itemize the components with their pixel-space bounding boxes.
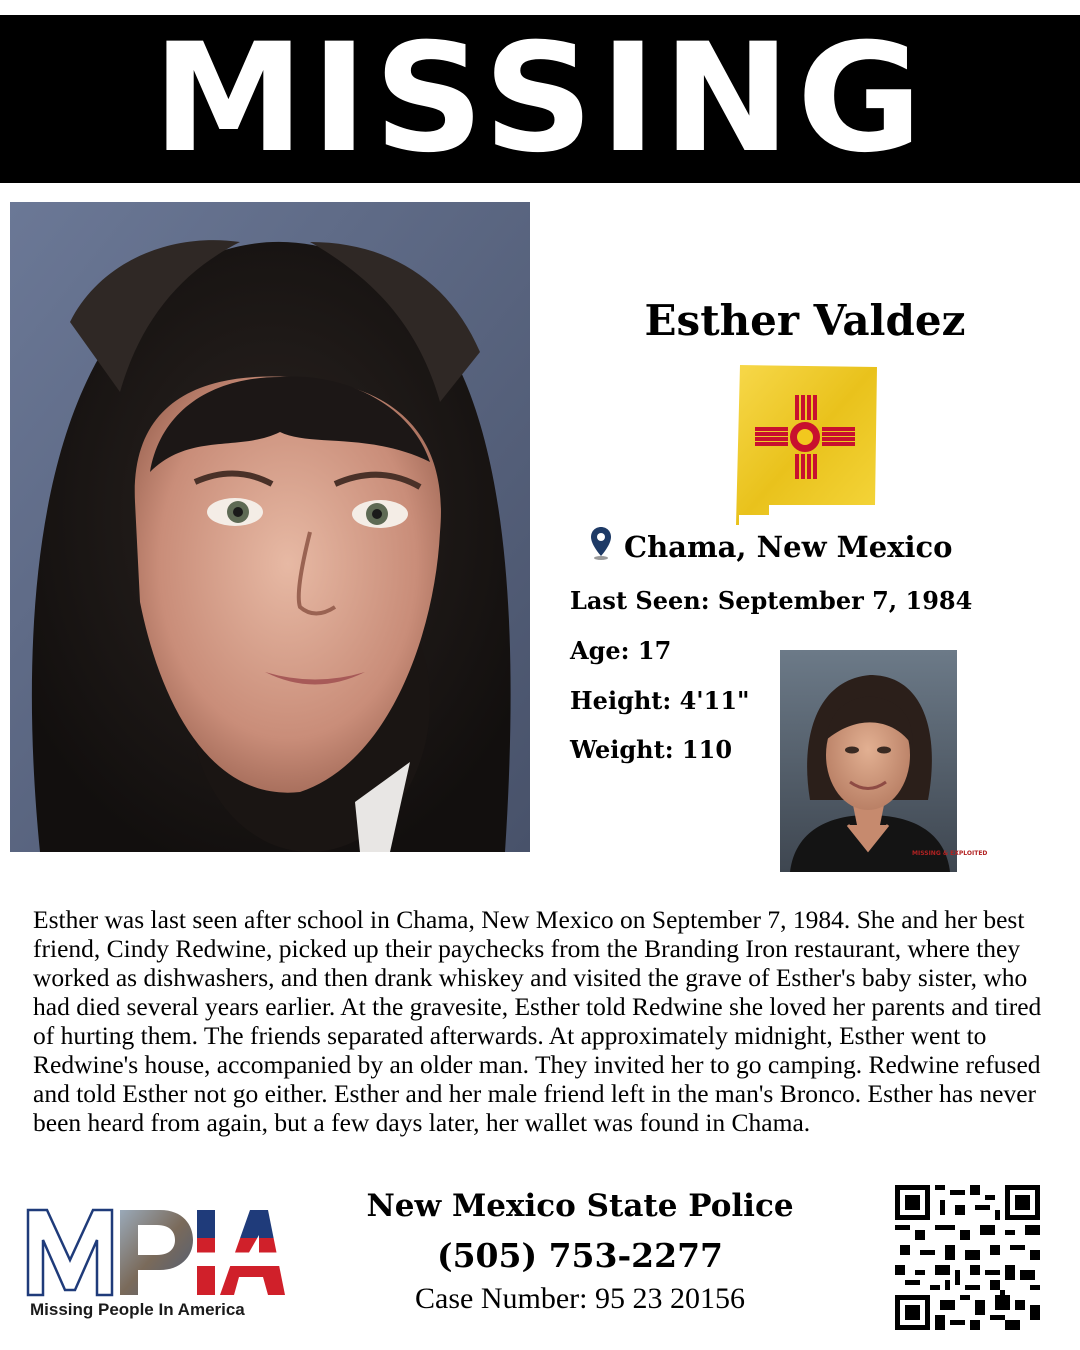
main-photo (10, 202, 530, 852)
age: Age: 17 (570, 636, 672, 665)
mpia-tagline: Missing People In America (30, 1300, 245, 1319)
watermark-text: MISSING & EXPLOITED (912, 850, 988, 857)
person-name: Esther Valdez (644, 296, 966, 345)
case-number: Case Number: 95 23 20156 (415, 1282, 745, 1315)
height: Height: 4'11" (570, 686, 750, 715)
location-text: Chama, New Mexico (624, 529, 953, 564)
qr-code-icon[interactable] (895, 1185, 1040, 1330)
new-mexico-flag-icon (735, 365, 877, 527)
location-row (590, 526, 953, 567)
phone-number[interactable]: (505) 753-2277 (436, 1236, 724, 1275)
last-seen: Last Seen: September 7, 1984 (570, 586, 973, 615)
case-narrative: Esther was last seen after school in Chama, New Mexico on September 7, 1984. She and her best friend, Cindy Redwine, picked up their paychecks from the Branding Iron restaurant, where they worked as dishwashers, and then drank whiskey and visited the grave of Esther's baby sister, who had died several years earlier. At the gravesite, Esther told Redwine she loved her parents and tired of hurting them. The friends separated afterwards. At approximately midnight, Esther went to Redwine's house, accompanied by an older man. They invited her to go camping. Redwine refused and told Esther not go either. Esther and her male friend left in the man's Bronco. Esther has never been heard from again, but a few days later, her wallet was found in Chama. (33, 905, 1042, 1137)
map-pin-icon (590, 526, 612, 567)
banner-title: MISSING (151, 12, 929, 186)
missing-banner (0, 12, 1080, 186)
agency-name: New Mexico State Police (366, 1188, 794, 1224)
age-progression-photo (780, 650, 988, 872)
weight: Weight: 110 (570, 735, 733, 764)
